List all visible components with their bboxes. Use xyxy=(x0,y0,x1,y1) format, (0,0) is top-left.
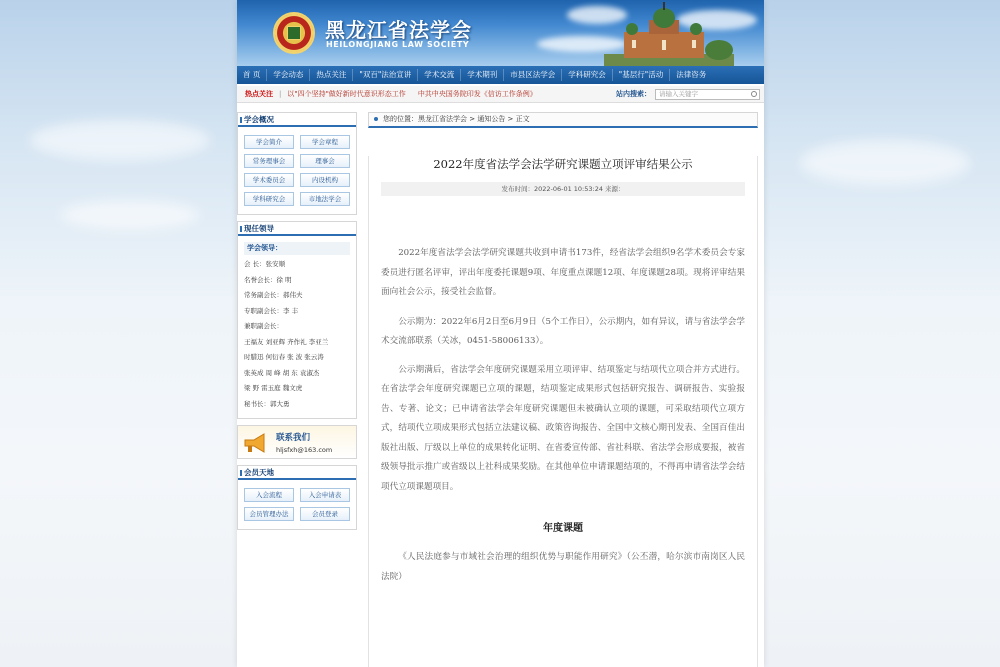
sidebar-button-member-rules[interactable]: 会员管理办法 xyxy=(244,507,294,521)
sidebar-button-join-form[interactable]: 入会申请表 xyxy=(300,488,350,502)
sidebar-button-charter[interactable]: 学会章程 xyxy=(300,135,350,149)
sidebar-button-member-login[interactable]: 会员登录 xyxy=(300,507,350,521)
contact-title: 联系我们 xyxy=(276,433,311,443)
search-icon[interactable] xyxy=(751,91,757,97)
sidebar-button-city-societies[interactable]: 市地法学会 xyxy=(300,192,350,206)
leader-line: 兼职副会长： xyxy=(244,322,283,330)
nav-item-hot-topics[interactable]: 热点关注 xyxy=(310,69,353,81)
nav-item-legal-service[interactable]: 法律咨务 xyxy=(676,70,707,79)
sidebar xyxy=(237,112,357,536)
leader-line: 张英成 周 峰 胡 东 袁淑杰 xyxy=(244,368,320,377)
nav-item-home[interactable]: 首 页 xyxy=(237,69,267,81)
leader-line: 专职副会长：李 丰 xyxy=(244,306,299,315)
article-paragraph: 2022年度省法学会法学研究课题共收到申请书173件，经省法学会组织9名学术委员会专家委员进行匿名评审，评出年度委托课题9项、年度重点课题12项、年度课题28项。现将评审结果面向社会公示，接受社会监督。 xyxy=(381,248,745,297)
sidebar-button-departments[interactable]: 内设机构 xyxy=(300,173,350,187)
topic-item: 《人民法庭参与市域社会治理的组织优势与职能作用研究》（公丕潜，哈尔滨市南岗区人民法院） xyxy=(381,552,745,582)
article xyxy=(368,156,758,667)
leaders-title: 现任领导 xyxy=(238,222,356,236)
search-input[interactable]: 请输入关键字 xyxy=(655,89,760,100)
leader-line: 会 长：张安顺 xyxy=(244,260,286,268)
site-title: 黑龙江省法学会 xyxy=(325,18,472,42)
article-title: 2022年度省法学会法学研究课题立项评审结果公示 xyxy=(433,157,693,171)
leaders-subtitle: 学会领导： xyxy=(244,242,350,255)
background-cloud xyxy=(800,140,970,185)
search-label: 站内搜索： xyxy=(616,90,651,98)
hot-topic-link[interactable]: 中共中央国务院印发《信访工作条例》 xyxy=(417,90,537,98)
contact-email[interactable]: hljsfxh@163.com xyxy=(276,446,333,454)
leader-line: 时腊迅 何衍春 张 波 张云涛 xyxy=(244,353,324,361)
law-society-emblem-icon xyxy=(273,12,315,54)
main-nav xyxy=(237,66,764,84)
article-paragraph: 公示期满后，省法学会年度研究课题采用立项评审、结项鉴定与结项代立项合并方式进行。在省法学会年度研究课题已立项的课题，结项鉴定成果形式包括研究报告、调研报告、实验报告、专著、论文；已申请省法学会年度研究课题但未被确认立项的课题，可采取结项代立项方式，结项代立项成果形式包括立法建议稿、政策咨询报告、全国中文核心期刊发表、全国百佳出版社出版、厅级以上单位的成果转化证明、在省委宣传部、省社科联、省法学会形成要报，被省级领导批示推广或省级以上社科成果奖励。在其他单位申请课题结项的，不得再申请省法学会结项代立项课题项目。 xyxy=(381,364,745,492)
leader-line: 王福友 刘亚辉 齐作礼 李亚兰 xyxy=(244,337,329,346)
overview-title: 学会概况 xyxy=(238,113,356,127)
sidebar-button-academic-committee[interactable]: 学术委员会 xyxy=(244,173,294,187)
sidebar-button-research-societies[interactable]: 学科研究会 xyxy=(244,192,294,206)
sidebar-button-council[interactable]: 理事会 xyxy=(300,154,350,168)
main-content xyxy=(368,112,758,667)
background-cloud xyxy=(60,200,200,230)
nav-item-journal[interactable]: 学术期刊 xyxy=(461,69,504,81)
hot-topic-link[interactable]: 以"四个坚持"做好新时代意识形态工作 xyxy=(287,90,406,98)
section-title: 年度课题 xyxy=(543,523,583,534)
hot-topics-bar: 热点关注 | 以"四个坚持"做好新时代意识形态工作 中共中央国务院印发《信访工作条例》 站内搜索： 请输入关键字 xyxy=(237,86,764,103)
cathedral-icon xyxy=(604,2,734,66)
site-title-english: HEILONGJIANG LAW SOCIETY xyxy=(326,40,470,49)
sidebar-button-intro[interactable]: 学会简介 xyxy=(244,135,294,149)
member-panel xyxy=(237,465,357,530)
member-title: 会员天地 xyxy=(238,466,356,480)
page-container xyxy=(237,0,764,667)
leader-line: 秘书长：郭大勇 xyxy=(244,399,290,408)
background-cloud xyxy=(30,120,210,160)
leader-line: 名誉会长：徐 明 xyxy=(244,275,292,284)
article-meta: 发布时间：2022-06-01 10:53:24 来源： xyxy=(381,182,745,196)
sidebar-button-join-process[interactable]: 入会流程 xyxy=(244,488,294,502)
sidebar-button-standing-council[interactable]: 常务理事会 xyxy=(244,154,294,168)
megaphone-icon xyxy=(242,432,268,454)
overview-panel xyxy=(237,112,357,215)
nav-item-grassroots[interactable]: "基层行"活动 xyxy=(613,69,670,81)
nav-item-research-societies[interactable]: 学科研究会 xyxy=(562,69,613,81)
leader-line: 梁 野 雷玉庭 魏文虎 xyxy=(244,384,303,392)
nav-item-lectures[interactable]: "双百"法治宣讲 xyxy=(353,69,418,81)
nav-item-academic[interactable]: 学术交流 xyxy=(418,69,461,81)
article-paragraph: 公示期为：2022年6月2日至6月9日（5个工作日），公示期内，如有异议，请与省法学会学术交流部联系（关冰，0451-58006133）。 xyxy=(381,316,745,346)
contact-panel[interactable] xyxy=(237,425,357,459)
nav-item-news[interactable]: 学会动态 xyxy=(267,69,310,81)
nav-item-local-societies[interactable]: 市县区法学会 xyxy=(504,69,562,81)
hot-topics-label: 热点关注 xyxy=(245,90,273,98)
leader-line: 常务副会长：郝伟夫 xyxy=(244,291,303,299)
leaders-panel xyxy=(237,221,357,419)
breadcrumb[interactable]: 您的位置：黑龙江省法学会 > 通知公告 > 正文 xyxy=(368,112,758,128)
site-header xyxy=(237,0,764,66)
